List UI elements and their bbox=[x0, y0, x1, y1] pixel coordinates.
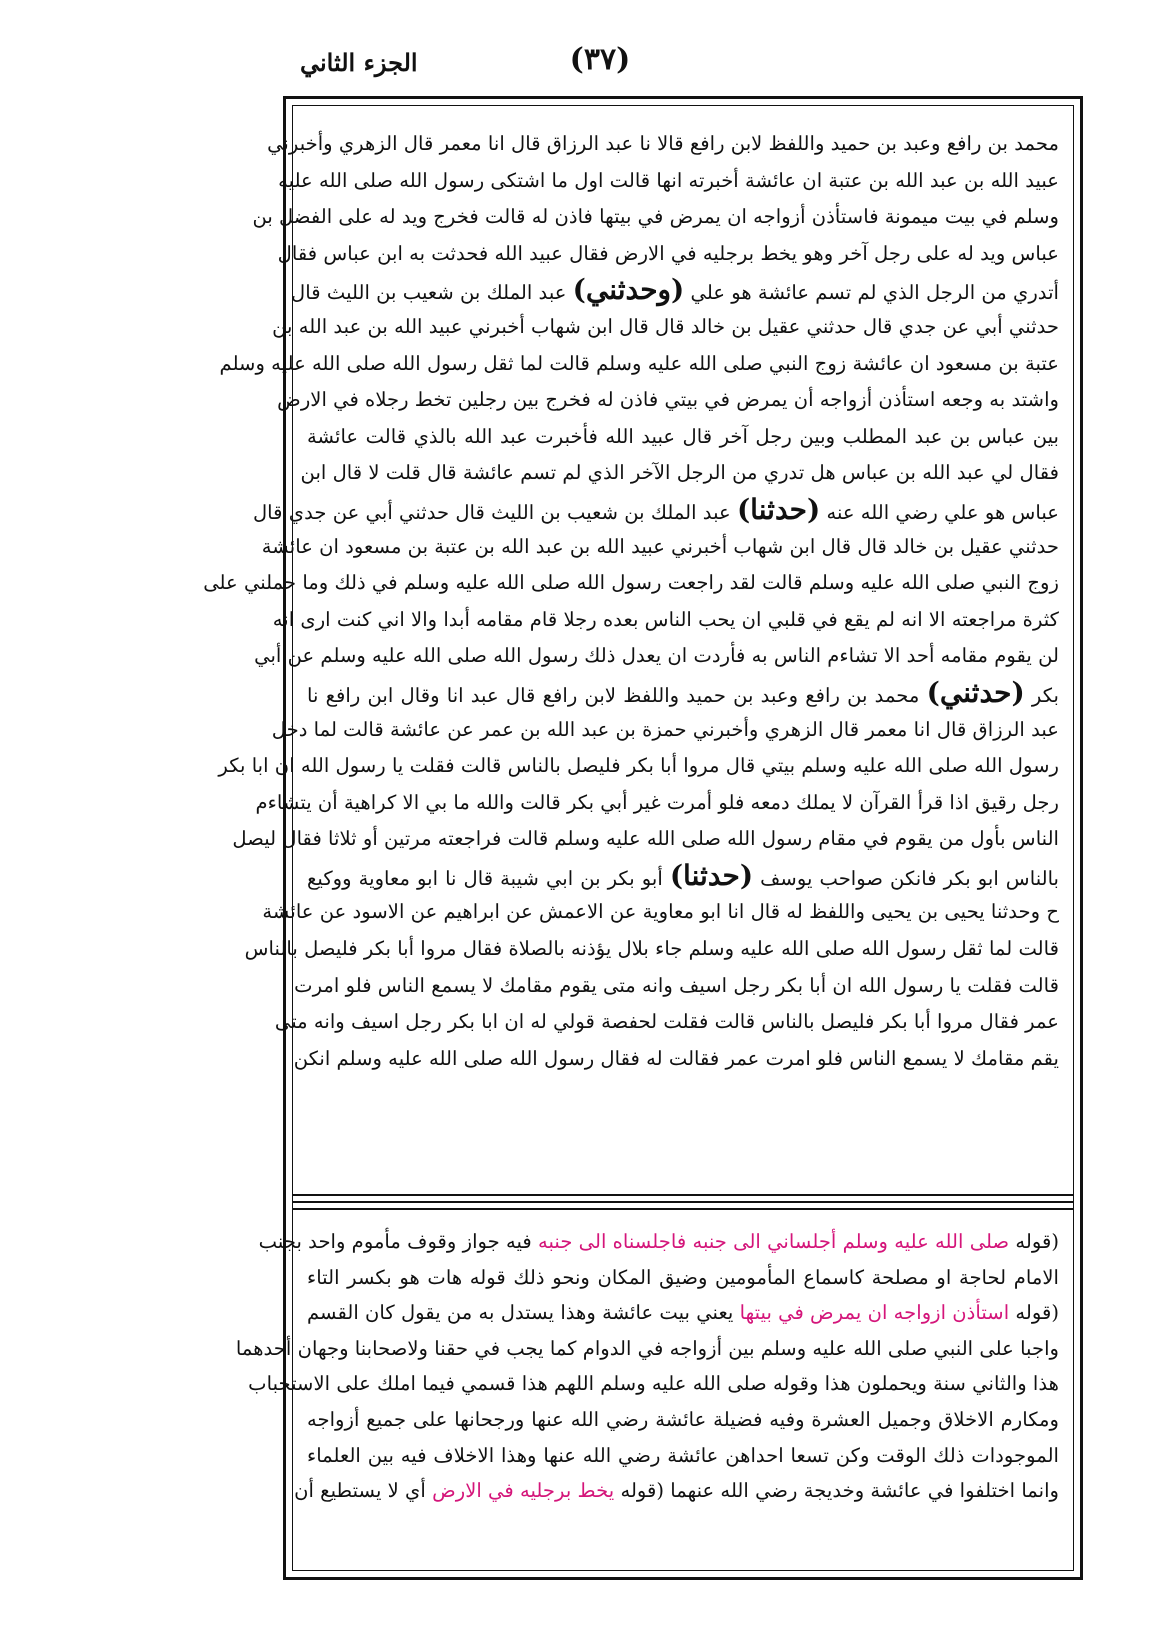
page-header bbox=[0, 38, 1158, 88]
separator-rule bbox=[293, 1208, 1073, 1210]
separator-rule bbox=[293, 1201, 1073, 1203]
narration-marker: (حدثنا) bbox=[669, 858, 754, 892]
commentary-segment: (قوله bbox=[1015, 1230, 1059, 1253]
text-line: واشتد به وجعه استأذن أزواجه أن يمرض في بيتي فاذن له فخرج بين رجلين تخط رجلاه في الارض bbox=[277, 388, 1059, 412]
text-line: عباس ويد له على رجل آخر وهو يخط برجليه في الارض فقال عبيد الله فحدثت به ابن عباس فقال bbox=[277, 241, 1059, 265]
text-line: حدثني أبي عن جدي قال حدثني عقيل بن خالد قال قال ابن شهاب أخبرني عبيد الله بن عبد الله بن bbox=[272, 314, 1059, 338]
text-line: قالت فقلت يا رسول الله ان أبا بكر رجل اسيف وانه متى يقوم مقامك لا يسمع الناس فلو امرت bbox=[294, 973, 1059, 997]
highlighted-quote: يخط برجليه في الارض bbox=[432, 1479, 615, 1503]
text-line: عتبة بن مسعود ان عائشة زوج النبي صلى الله عليه وسلم قالت لما ثقل رسول الله صلى الله عليه وسلم bbox=[219, 351, 1059, 375]
text-line bbox=[252, 492, 1059, 529]
text-line: حدثني عقيل بن خالد قال قال ابن شهاب أخبرني عبيد الله بن عبد الله بن عتبة بن مسعود ان عائشة bbox=[261, 534, 1059, 558]
commentary-line bbox=[294, 1473, 1059, 1509]
text-line: رسول الله صلى الله عليه وسلم بيتي قال مروا أبا بكر فليصل بالناس قالت فقلت يا رسول الله ان ابا بكر bbox=[218, 754, 1059, 778]
commentary-line: الامام لحاجة او مصلحة كاسماع المأمومين وضيق المكان ونحو ذلك قوله هات هو بكسر التاء bbox=[307, 1265, 1059, 1289]
text-line: كثرة مراجعته الا انه لم يقع في قلبي ان يحب الناس بعده رجلا قام مقامه أبدا والا اني كنت ارى انه bbox=[272, 607, 1059, 631]
text-segment: بكر bbox=[1031, 683, 1060, 707]
text-line bbox=[307, 858, 1059, 895]
commentary-segment: وانما اختلفوا في عائشة وخديجة رضي الله عنهما (قوله bbox=[620, 1479, 1059, 1503]
highlighted-quote: استأذن ازواجه ان يمرض في بيتها bbox=[739, 1301, 1010, 1325]
text-line: ح وحدثنا يحيى بن يحيى واللفظ له قال انا ابو معاوية عن الاعمش عن ابراهيم عن الاسود عن عائشة bbox=[262, 900, 1059, 924]
text-segment: بالناس ابو بكر فانكن صواحب يوسف bbox=[760, 866, 1059, 890]
commentary-line bbox=[258, 1224, 1059, 1260]
text-line: يقم مقامك لا يسمع الناس فلو امرت عمر فقالت له فقال رسول الله صلى الله عليه وسلم انكن bbox=[293, 1046, 1059, 1070]
text-line: عبد الرزاق قال انا معمر قال الزهري وأخبرني حمزة بن عبد الله بن عمر عن عائشة قالت لما دخل bbox=[271, 717, 1059, 741]
narration-marker: (حدثنا) bbox=[736, 492, 821, 526]
text-segment: محمد بن رافع وعبد بن حميد واللفظ لابن رافع قال عبد انا وقال ابن رافع نا bbox=[307, 683, 920, 707]
commentary-line: ومكارم الاخلاق وجميل العشرة وفيه فضيلة عائشة رضي الله عنها ورجحانها على جميع أزواجه bbox=[307, 1407, 1059, 1431]
narration-marker: (حدثني) bbox=[926, 675, 1025, 709]
section-separator bbox=[293, 1194, 1073, 1212]
text-line: عبيد الله بن عبد الله بن عتبة ان عائشة أخبرته انها قالت اول ما اشتكى رسول الله صلى الله عليه bbox=[278, 168, 1059, 192]
text-line: الناس بأول من يقوم في مقام رسول الله صلى الله عليه وسلم قالت فراجعته مرتين أو ثلاثا فقال ليصل bbox=[232, 827, 1059, 851]
text-line bbox=[291, 272, 1059, 309]
separator-rule bbox=[293, 1194, 1073, 1196]
commentary-line: هذا والثاني سنة ويحملون هذا وقوله صلى الله عليه وسلم اللهم هذا قسمي فيما املك على الاستحباب bbox=[248, 1372, 1059, 1396]
text-line: بين عباس بن عبد المطلب وبين رجل آخر قال عبيد الله فأخبرت عبد الله بالذي قالت عائشة bbox=[307, 424, 1059, 448]
text-line bbox=[307, 675, 1059, 712]
page-frame-inner bbox=[203, 105, 1074, 1571]
part-label: الجزء الثاني bbox=[300, 48, 418, 77]
text-segment: عباس هو علي رضي الله عنه bbox=[826, 500, 1059, 524]
text-segment: عبد الملك بن شعيب بن الليث قال bbox=[291, 281, 567, 305]
commentary-segment: (قوله bbox=[1015, 1301, 1059, 1325]
text-line: فقال لي عبد الله بن عباس هل تدري من الرجل الآخر الذي لم تسم عائشة قال قلت لا قال ابن bbox=[300, 461, 1059, 485]
commentary-line: الموجودات ذلك الوقت وكن تسعا احداهن عائشة رضي الله عنها وهذا الاخلاف فيه بين العلماء bbox=[307, 1443, 1059, 1467]
text-line: وسلم في بيت ميمونة فاستأذن أزواجه ان يمرض في بيتها فاذن له قالت فخرج ويد له على الفضل بن bbox=[252, 205, 1059, 229]
text-line: قالت لما ثقل رسول الله صلى الله عليه وسلم جاء بلال يؤذنه بالصلاة فقال مروا أبا بكر فليصل بالناس bbox=[244, 937, 1059, 961]
narration-marker: (وحدثني) bbox=[572, 273, 685, 307]
text-line: عمر فقال مروا أبا بكر فليصل بالناس قالت فقلت لحفصة قولي له ان ابا بكر رجل اسيف وانه متى bbox=[274, 1010, 1059, 1034]
commentary-block bbox=[235, 1224, 1059, 1564]
text-segment: عبد الملك بن شعيب بن الليث قال حدثني أبي عن جدي قال bbox=[252, 500, 731, 524]
page-number: (٣٧) bbox=[569, 42, 631, 77]
commentary-segment: يعني بيت عائشة وهذا يستدل به من يقول كان القسم bbox=[306, 1301, 734, 1325]
page-frame bbox=[203, 96, 1083, 1580]
text-line: محمد بن رافع وعبد بن حميد واللفظ لابن رافع قالا نا عبد الرزاق قال انا معمر قال الزهري وأخبرني bbox=[267, 132, 1059, 155]
commentary-segment: أي لا يستطيع أن bbox=[294, 1479, 426, 1503]
text-line: زوج النبي صلى الله عليه وسلم قالت لقد راجعت رسول الله صلى الله عليه وسلم في ذلك وما حملني على bbox=[203, 571, 1059, 595]
text-line: لن يقوم مقامه أحد الا تشاءم الناس به فأردت ان يعدل ذلك رسول الله صلى الله عليه وسلم عن أبي bbox=[254, 644, 1059, 668]
text-segment: أتدري من الرجل الذي لم تسم عائشة هو علي bbox=[690, 281, 1059, 305]
commentary-segment: فيه جواز وقوف مأموم واحد بجنب bbox=[258, 1230, 532, 1253]
highlighted-quote: صلى الله عليه وسلم أجلساني الى جنبه فاجلسناه الى جنبه bbox=[538, 1230, 1010, 1253]
text-segment: أبو بكر بن ابي شيبة قال نا ابو معاوية ووكيع bbox=[307, 866, 663, 890]
text-line: رجل رقيق اذا قرأ القرآن لا يملك دمعه فلو أمرت غير أبي بكر قالت والله ما بي الا كراهية أن يتشاءم bbox=[255, 790, 1059, 814]
commentary-line bbox=[307, 1295, 1059, 1331]
main-text-block bbox=[203, 126, 1060, 1186]
commentary-line: واجبا على النبي صلى الله عليه وسلم بين أزواجه في الدوام كما يجب في حقنا ولاصحابنا وجهان أحدهما bbox=[235, 1336, 1059, 1360]
